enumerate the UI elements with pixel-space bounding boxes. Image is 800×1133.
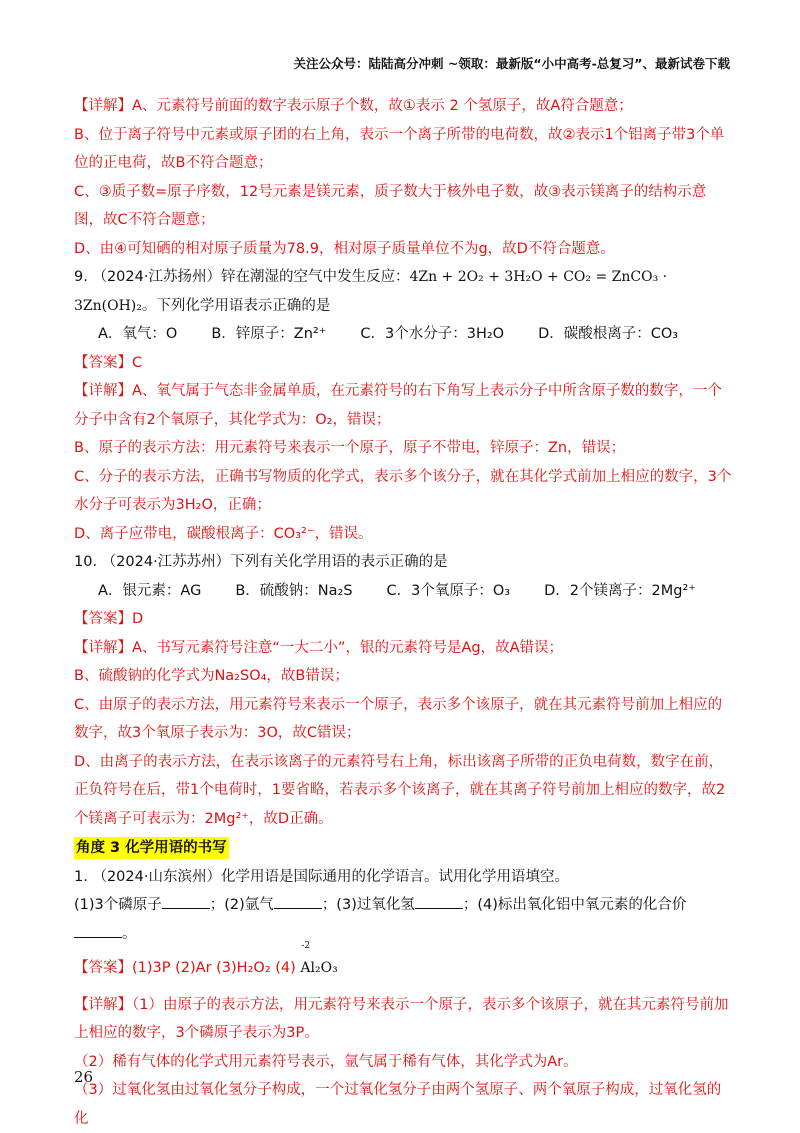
q10-detail-line: B、硫酸钠的化学式为Na₂SO₄，故B错误； [74, 668, 349, 684]
q10-option-b: B．硫酸钠：Na₂S [235, 582, 353, 599]
section-heading: 角度 3 化学用语的书写 [74, 837, 229, 859]
answer-blank [415, 894, 463, 909]
valence-formula: -2 Al₂O₃ [300, 941, 338, 976]
q10-option-c: C．3个氧原子：O₃ [386, 582, 511, 599]
q9-detail-line: D、离子应带电，碳酸根离子：CO₃²⁻，错误。 [74, 525, 373, 542]
q9-option-b: B．锌原子：Zn²⁺ [211, 326, 327, 342]
q9-equation: 4Zn + 2O₂ + 3H₂O + CO₂ = ZnCO₃ · 3Zn(OH)₂ [74, 269, 668, 314]
q9-detail-line: C、分子的表示方法，正确书写物质的化学式，表示多个该分子，就在其化学式前加上相应的数字，3个水分子可表示为3H₂O，正确； [74, 468, 732, 513]
q10-detail-line: C、由原子的表示方法，用元素符号来表示一个原子，表示多个该原子，就在其元素符号前加上相应的数字，故3个氧原子表示为：3O，故C错误； [74, 696, 723, 741]
q9-detail-line: B、原子的表示方法：用元素符号来表示一个原子，原子不带电，锌原子：Zn，错误； [74, 440, 626, 456]
q8-detail-line: D、由④可知硒的相对原子质量为78.9，相对原子质量单位不为g，故D不符合题意。 [74, 240, 615, 257]
q1-detail-line: （2）稀有气体的化学式用元素符号表示，氩气属于稀有气体，其化学式为Ar。 [74, 1053, 578, 1070]
page-number: 26 [74, 1068, 94, 1086]
page-content [74, 92, 734, 1133]
q8-detail-line: C、③质子数=原子序数，12号元素是镁元素，质子数大于核外电子数，故③表示镁离子的结构示意图，故C不符合题意； [74, 183, 707, 228]
q10-options [98, 577, 734, 606]
q1-title: 1. （2024·山东滨州）化学用语是国际通用的化学语言。试用化学用语填空。 [74, 868, 569, 885]
q10-option-d: D．2个镁离子：2Mg²⁺ [544, 582, 696, 599]
q9-answer: 【答案】C [74, 354, 143, 371]
valence-mark: -2 [301, 941, 311, 951]
q10-option-a: A．银元素：AG [98, 582, 202, 599]
q10-detail-line: D、由离子的表示方法，在表示该离子的元素符号右上角，标出该离子所带的正负电荷数，数字在前，正负符号在后，带1个电荷时，1要省略，若表示多个该离子，就在其离子符号前加上相应的数字，故2个镁离子可表示为：2Mg²⁺，故D正确。 [74, 753, 726, 827]
q8-detail-line: B、位于离子符号中元素或原子团的右上角，表示一个离子所带的电荷数，故②表示1个铝离子带3个单位的正电荷，故B不符合题意； [74, 126, 725, 171]
answer-blank [74, 923, 122, 938]
q10-title: 10. （2024·江苏苏州）下列有关化学用语的表示正确的是 [74, 554, 448, 570]
q1-detail-line: 【详解】（1）由原子的表示方法，用元素符号来表示一个原子，表示多个该原子，就在其元素符号前加上相应的数字，3个磷原子表示为3P。 [74, 996, 729, 1041]
q9-title: 9. （2024·江苏扬州）锌在潮湿的空气中发生反应：4Zn + 2O₂ + 3H₂O + CO₂ = ZnCO₃ · 3Zn(OH)₂。下列化学用语表示正确的是 [74, 269, 668, 314]
q9-detail-line: 【详解】A、氧气属于气态非金属单质，在元素符号的右下角写上表示分子中所含原子数的数字，一个分子中含有2个氧原子，其化学式为：O₂，错误； [74, 383, 722, 428]
q10-detail-line: 【详解】A、书写元素符号注意“一大二小”，银的元素符号是Ag，故A错误； [74, 639, 563, 656]
q10-answer: 【答案】D [74, 611, 144, 627]
q9-option-a: A．氧气：O [98, 326, 178, 342]
answer-blank [162, 894, 210, 909]
page-header: 关注公众号：陆陆高分冲刺 ~领取：最新版“小中高考-总复习”、最新试卷下载 [293, 56, 730, 71]
q1-blanks: (1)3个磷原子 ；(2)氩气 ；(3)过氧化氢 ；(4)标出氧化铝中氧元素的化合价。 [74, 891, 734, 948]
q1-answer: 【答案】(1)3P (2)Ar (3)H₂O₂ (4) -2 Al₂O₃ [74, 954, 734, 983]
q9-option-c: C．3个水分子：3H₂O [360, 326, 505, 342]
q9-options [98, 320, 734, 349]
q8-detail-line: 【详解】A、元素符号前面的数字表示原子个数，故①表示 2 个氢原子，故A符合题意； [74, 98, 633, 114]
q1-detail-line: （3）过氧化氢由过氧化氢分子构成，一个过氧化氢分子由两个氢原子、两个氧原子构成，过氧化氢的化 [74, 1082, 722, 1127]
answer-blank [274, 894, 322, 909]
q9-option-d: D．碳酸根离子：CO₃ [538, 326, 679, 342]
